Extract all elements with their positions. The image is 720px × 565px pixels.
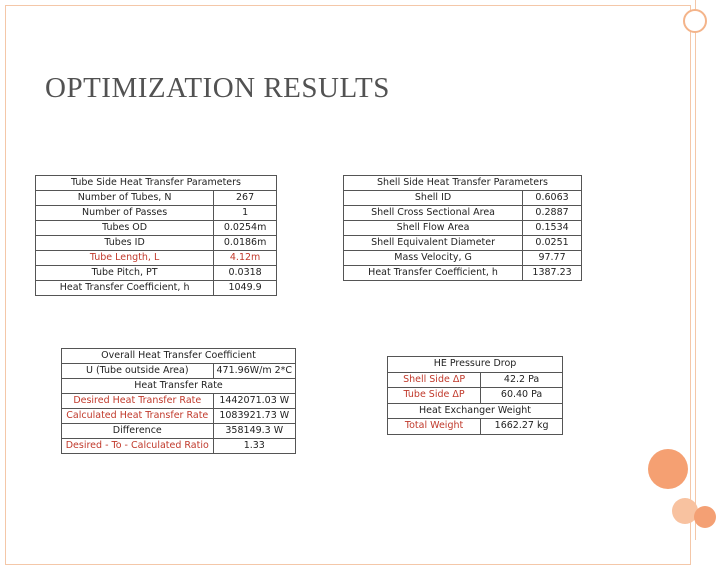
table-row — [62, 439, 296, 454]
row-label: Shell Cross Sectional Area — [344, 206, 523, 221]
table-row — [36, 236, 277, 251]
row-value: 358149.3 W — [213, 424, 295, 439]
table-row — [344, 266, 582, 281]
row-label: U (Tube outside Area) — [62, 364, 214, 379]
row-label: Shell ID — [344, 191, 523, 206]
row-label: Desired - To - Calculated Ratio — [62, 439, 214, 454]
table-row — [344, 221, 582, 236]
decorative-circle-large — [648, 449, 688, 489]
table-row — [36, 206, 277, 221]
table-header: Overall Heat Transfer Coefficient — [62, 349, 296, 364]
row-value: 60.40 Pa — [481, 388, 563, 404]
row-value: 0.2887 — [523, 206, 582, 221]
row-label: Number of Tubes, N — [36, 191, 214, 206]
row-label: Tubes ID — [36, 236, 214, 251]
row-value: 42.2 Pa — [481, 372, 563, 388]
row-value: 1387.23 — [523, 266, 582, 281]
row-label: Total Weight — [388, 419, 481, 435]
table-row — [36, 281, 277, 296]
row-value: 4.12m — [214, 251, 277, 266]
table-row — [36, 191, 277, 206]
shell-side-table — [343, 175, 582, 281]
row-label: Tube Pitch, PT — [36, 266, 214, 281]
row-label: Difference — [62, 424, 214, 439]
table-header: Tube Side Heat Transfer Parameters — [36, 176, 277, 191]
row-value: 1049.9 — [214, 281, 277, 296]
table-subheader: Heat Transfer Rate — [62, 379, 296, 394]
row-value: 1442071.03 W — [213, 394, 295, 409]
row-label: Calculated Heat Transfer Rate — [62, 409, 214, 424]
row-value: 0.0251 — [523, 236, 582, 251]
table-row — [62, 424, 296, 439]
row-value: 0.0186m — [214, 236, 277, 251]
row-value: 0.0254m — [214, 221, 277, 236]
row-label: Heat Transfer Coefficient, h — [344, 266, 523, 281]
row-value: 97.77 — [523, 251, 582, 266]
table-row — [388, 419, 563, 435]
table-row — [62, 394, 296, 409]
table-header: Shell Side Heat Transfer Parameters — [344, 176, 582, 191]
row-label: Heat Transfer Coefficient, h — [36, 281, 214, 296]
row-value: 1662.27 kg — [481, 419, 563, 435]
row-label: Mass Velocity, G — [344, 251, 523, 266]
table-row — [344, 236, 582, 251]
decorative-circle-outline — [683, 9, 707, 33]
decorative-circle-corner — [694, 506, 716, 528]
row-value: 1.33 — [213, 439, 295, 454]
row-value: 1 — [214, 206, 277, 221]
row-value: 0.0318 — [214, 266, 277, 281]
row-value: 471.96W/m 2*C — [213, 364, 295, 379]
row-label: Tube Side ΔP — [388, 388, 481, 404]
table-row — [36, 251, 277, 266]
row-label: Shell Flow Area — [344, 221, 523, 236]
row-value: 1083921.73 W — [213, 409, 295, 424]
row-label: Desired Heat Transfer Rate — [62, 394, 214, 409]
pressure-drop-table — [387, 356, 563, 435]
table-row — [62, 409, 296, 424]
table-row — [344, 206, 582, 221]
table-row — [388, 372, 563, 388]
table-row — [36, 221, 277, 236]
table-row — [62, 364, 296, 379]
decorative-line — [695, 0, 696, 540]
slide-title: OPTIMIZATION RESULTS — [45, 72, 390, 104]
table-header: HE Pressure Drop — [388, 357, 563, 373]
row-label: Shell Side ΔP — [388, 372, 481, 388]
table-subheader: Heat Exchanger Weight — [388, 403, 563, 419]
row-label: Number of Passes — [36, 206, 214, 221]
table-row — [344, 191, 582, 206]
overall-heat-transfer-table — [61, 348, 296, 454]
row-label: Shell Equivalent Diameter — [344, 236, 523, 251]
tube-side-table — [35, 175, 277, 296]
row-label: Tube Length, L — [36, 251, 214, 266]
table-row — [388, 388, 563, 404]
table-row — [344, 251, 582, 266]
row-value: 0.6063 — [523, 191, 582, 206]
row-value: 0.1534 — [523, 221, 582, 236]
row-label: Tubes OD — [36, 221, 214, 236]
row-value: 267 — [214, 191, 277, 206]
table-row — [36, 266, 277, 281]
